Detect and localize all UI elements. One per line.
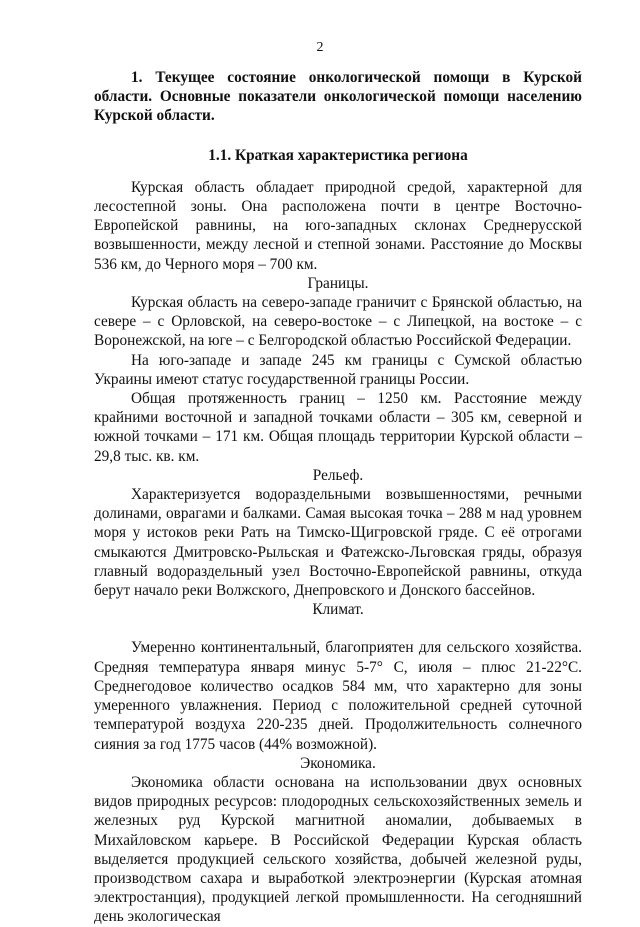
subsection-heading: 1.1. Краткая характеристика региона: [208, 146, 468, 164]
climate-title: Климат.: [312, 601, 364, 619]
intro-paragraph: Курская область обладает природной средой, характерной для лесостепной зоны. Она расположена почти в центре Восточно-Европейской равнины, на юго-западных склонах Среднерусской возвышенности, между лесной и степной зонами. Расстояние до Москвы 536 км, до Черного моря – 700 км.: [94, 178, 582, 273]
borders-paragraph-3: Общая протяженность границ – 1250 км. Расстояние между крайними восточной и западной точками области – 305 км, северной и южной точками – 171 км. Общая площадь территории Курской области – 29,8 тыс. кв. км.: [94, 390, 582, 465]
relief-title: Рельеф.: [312, 466, 364, 484]
borders-paragraph-2: На юго-западе и западе 245 км границы с Сумской областью Украины имеют статус государственной границы России.: [94, 351, 582, 388]
document-body: [94, 68, 582, 927]
economy-title: Экономика.: [300, 754, 376, 772]
section-heading: 1. Текущее состояние онкологической помощи в Курской области. Основные показатели онкологической помощи населению Курской области.: [94, 69, 582, 125]
page-number: 2: [316, 40, 324, 55]
borders-paragraph-1: Курская область на северо-западе граничит с Брянской областью, на севере – с Орловской, на северо-востоке – с Липецкой, на востоке – с Воронежской, на юге – с Белгородской областью Российской Федерации.: [94, 294, 582, 350]
economy-paragraph: Экономика области основана на использовании двух основных видов природных ресурсов: плодородных сельскохозяйственных земель и железных руд Курской магнитной аномалии, добываемых в Михайловском карьере. В Российской Федерации Курская область выделяется продукцией сельского хозяйства, добычей железной руды, производством сахара и выработкой электроэнергии (Курская атомная электростанция), продукцией легкой промышленности. На сегодняшний день экологическая: [94, 773, 582, 926]
borders-title: Границы.: [307, 274, 369, 292]
climate-paragraph: Умеренно континентальный, благоприятен для сельского хозяйства. Средняя температура января минус 5-7° С, июля – плюс 21-22°С. Среднегодовое количество осадков 584 мм, что характерно для зоны умеренного увлажнения. Период с положительной средней суточной температурой воздуха 220-235 дней. Продолжительность солнечного сияния за год 1775 часов (44% возможной).: [94, 639, 582, 753]
relief-paragraph: Характеризуется водораздельными возвышенностями, речными долинами, оврагами и балками. Самая высокая точка – 288 м над уровнем моря у истоков реки Рать на Тимско-Щигровской гряде. С её отрогами смыкаются Дмитровско-Рыльская и Фатежско-Льговская гряды, образуя главный водораздельный узел Восточно-Европейской равнины, откуда берут начало реки Волжского, Днепровского и Донского бассейнов.: [94, 486, 582, 600]
